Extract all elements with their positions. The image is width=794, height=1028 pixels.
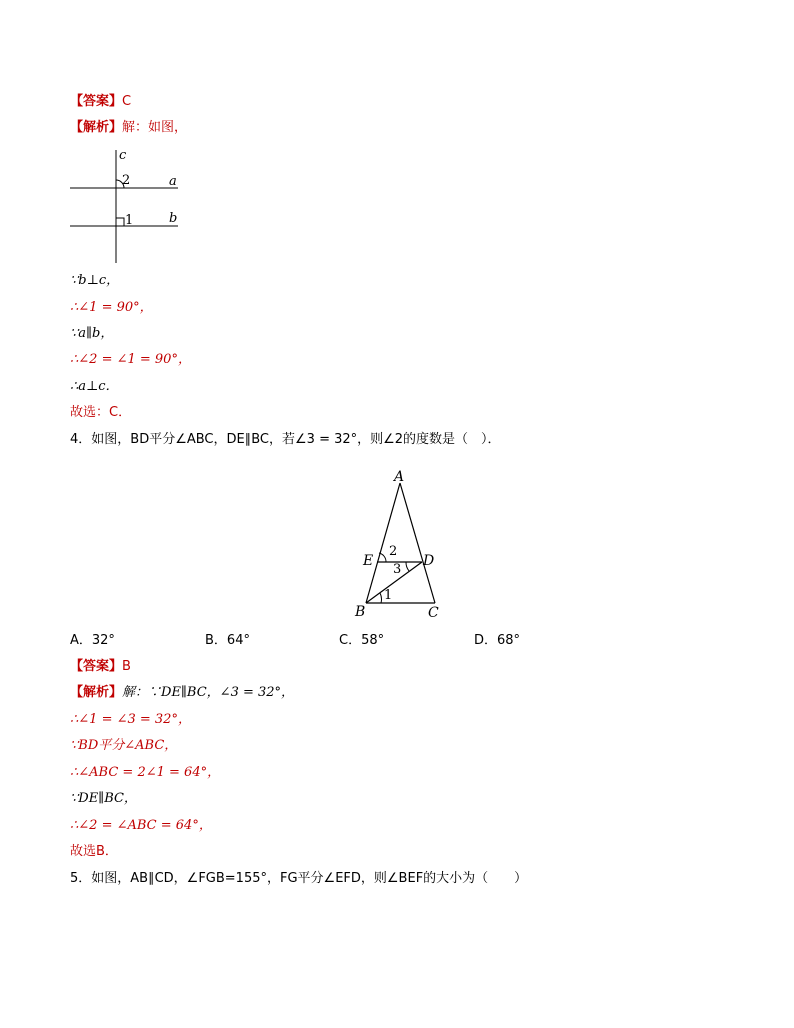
analysis-tag: 【解析】 — [70, 120, 123, 135]
q4-stem: 4．如图，BD平分∠ABC，DE∥BC，若∠3 = 32°，则∠2的度数是（ ）． — [70, 432, 501, 447]
q3-answer-line — [70, 93, 131, 111]
label-angle-1: 1 — [125, 213, 134, 228]
answer-tag: 【答案】 — [70, 659, 123, 674]
q4-option-b: B．64° — [205, 633, 250, 648]
q5-stem: 5．如图，AB∥CD，∠FGB=155°，FG平分∠EFD，则∠BEF的大小为（ ） — [70, 871, 528, 886]
q3-figure — [65, 146, 190, 266]
vertex-A: A — [394, 469, 405, 485]
q4-step-2: ∵BD平分∠ABC， — [70, 738, 178, 753]
analysis-tag: 【解析】 — [70, 685, 123, 700]
q4-answer-line — [70, 658, 131, 676]
answer-tag: 【答案】 — [70, 94, 123, 109]
analysis-lead: 解：如图， — [122, 120, 188, 135]
q4-figure — [350, 466, 450, 626]
vertex-B: B — [355, 604, 366, 620]
q4-option-a: A．32° — [70, 633, 115, 648]
label-b: b — [169, 211, 178, 226]
q4-analysis-line — [70, 684, 294, 702]
label-a: a — [169, 174, 177, 189]
q4-option-d: D．68° — [474, 633, 521, 648]
angle-label-3: 3 — [393, 562, 402, 577]
q3-conclusion: 故选：C． — [70, 405, 132, 420]
answer-value: B — [122, 659, 131, 674]
q3-step-5: ∴a⊥c． — [70, 379, 119, 394]
angle-label-1: 1 — [384, 588, 393, 603]
analysis-lead: 解：∵DE∥BC，∠3 = 32°， — [122, 685, 295, 700]
answer-value: C — [122, 94, 132, 109]
vertex-C: C — [428, 605, 439, 621]
vertex-E: E — [363, 553, 374, 569]
q4-conclusion: 故选B． — [70, 844, 118, 859]
q4-step-3: ∴∠ABC = 2∠1 = 64°， — [70, 765, 221, 780]
label-angle-2: 2 — [122, 173, 131, 188]
vertex-D: D — [423, 553, 435, 569]
q3-step-3: ∵a∥b， — [70, 326, 114, 341]
q4-step-1: ∴∠1 = ∠3 = 32°， — [70, 712, 191, 727]
q3-step-4: ∴∠2 = ∠1 = 90°， — [70, 352, 191, 367]
q3-step-1: ∵b⊥c， — [70, 273, 120, 288]
q3-analysis-line — [70, 119, 187, 137]
q4-step-5: ∴∠2 = ∠ABC = 64°， — [70, 818, 212, 833]
q3-step-2: ∴∠1 = 90°， — [70, 300, 153, 315]
angle-label-2: 2 — [389, 544, 398, 559]
label-c: c — [119, 148, 127, 163]
q4-step-4: ∵DE∥BC， — [70, 791, 137, 806]
q4-option-c: C．58° — [339, 633, 385, 648]
